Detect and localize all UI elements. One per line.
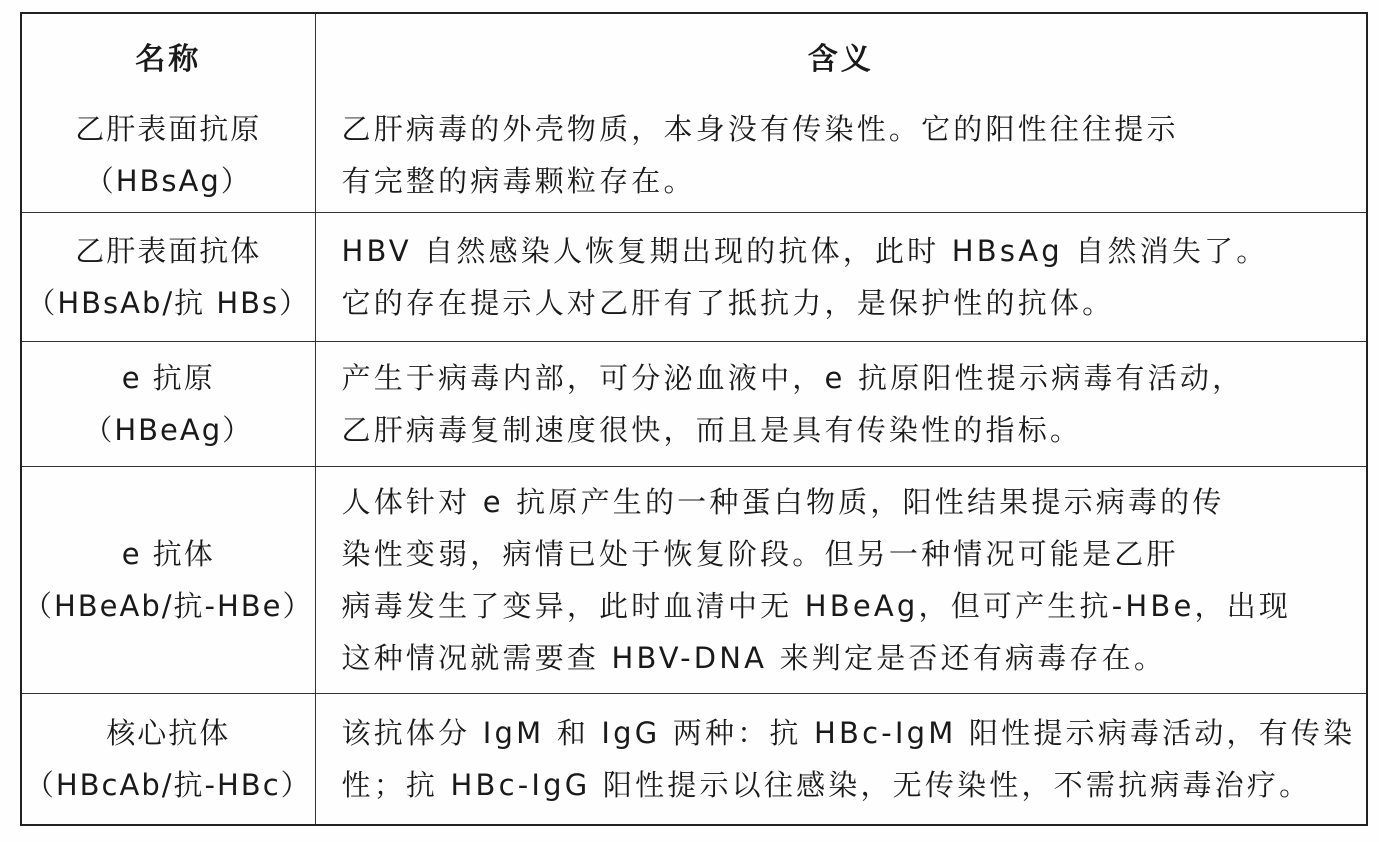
marker-meaning-cell [315,342,1367,467]
marker-abbreviation: （HBsAg） [84,164,252,198]
meaning-line: 这种情况就需要查 HBV-DNA 来判定是否还有病毒存在。 [341,641,1167,675]
marker-abbreviation: （HBsAb/抗 HBs） [26,286,311,320]
meaning-line: 产生于病毒内部，可分泌血液中，e 抗原阳性提示病毒有活动， [341,361,1245,395]
marker-name: 乙肝表面抗体 [75,234,262,268]
marker-abbreviation: （HBcAb/抗-HBc） [24,768,312,802]
marker-meaning-cell [315,694,1367,826]
marker-name-cell [21,98,315,213]
hbv-marker-table [20,12,1368,826]
marker-meaning-cell [315,213,1367,342]
table-row [21,342,1367,467]
marker-meaning-cell [315,467,1367,694]
marker-name-cell [21,342,315,467]
marker-name-cell [21,213,315,342]
meaning-line: 它的存在提示人对乙肝有了抵抗力，是保护性的抗体。 [341,286,1115,320]
meaning-line: 乙肝病毒的外壳物质，本身没有传染性。它的阳性往往提示 [341,112,1179,146]
table-row [21,213,1367,342]
meaning-line: 性；抗 HBc-IgG 阳性提示以往感染，无传染性，不需抗病毒治疗。 [341,768,1312,802]
table-row [21,98,1367,213]
meaning-line: 人体针对 e 抗原产生的一种蛋白物质，阳性结果提示病毒的传 [341,485,1225,519]
marker-name: 乙肝表面抗原 [75,112,262,146]
meaning-line: 病毒发生了变异，此时血清中无 HBeAg，但可产生抗-HBe，出现 [341,589,1292,623]
marker-name: 核心抗体 [106,716,231,750]
table-header-row [21,13,1367,98]
table-row [21,694,1367,826]
meaning-line: HBV 自然感染人恢复期出现的抗体，此时 HBsAg 自然消失了。 [341,234,1269,268]
meaning-line: 染性变弱，病情已处于恢复阶段。但另一种情况可能是乙肝 [341,537,1179,571]
meaning-line: 乙肝病毒复制速度很快，而且是具有传染性的指标。 [341,413,1083,447]
marker-name-cell [21,694,315,826]
meaning-line: 有完整的病毒颗粒存在。 [341,164,696,198]
marker-meaning-cell [315,98,1367,213]
marker-abbreviation: （HBeAb/抗-HBe） [22,589,314,623]
header-name: 名称 [21,13,315,98]
meaning-line: 该抗体分 IgM 和 IgG 两种：抗 HBc-IgM 阳性提示病毒活动，有传染 [341,716,1356,750]
header-meaning: 含义 [315,13,1367,98]
marker-name-cell [21,467,315,694]
marker-name: e 抗原 [121,361,215,395]
marker-abbreviation: （HBeAg） [83,413,254,447]
marker-name: e 抗体 [121,537,215,571]
table-row [21,467,1367,694]
